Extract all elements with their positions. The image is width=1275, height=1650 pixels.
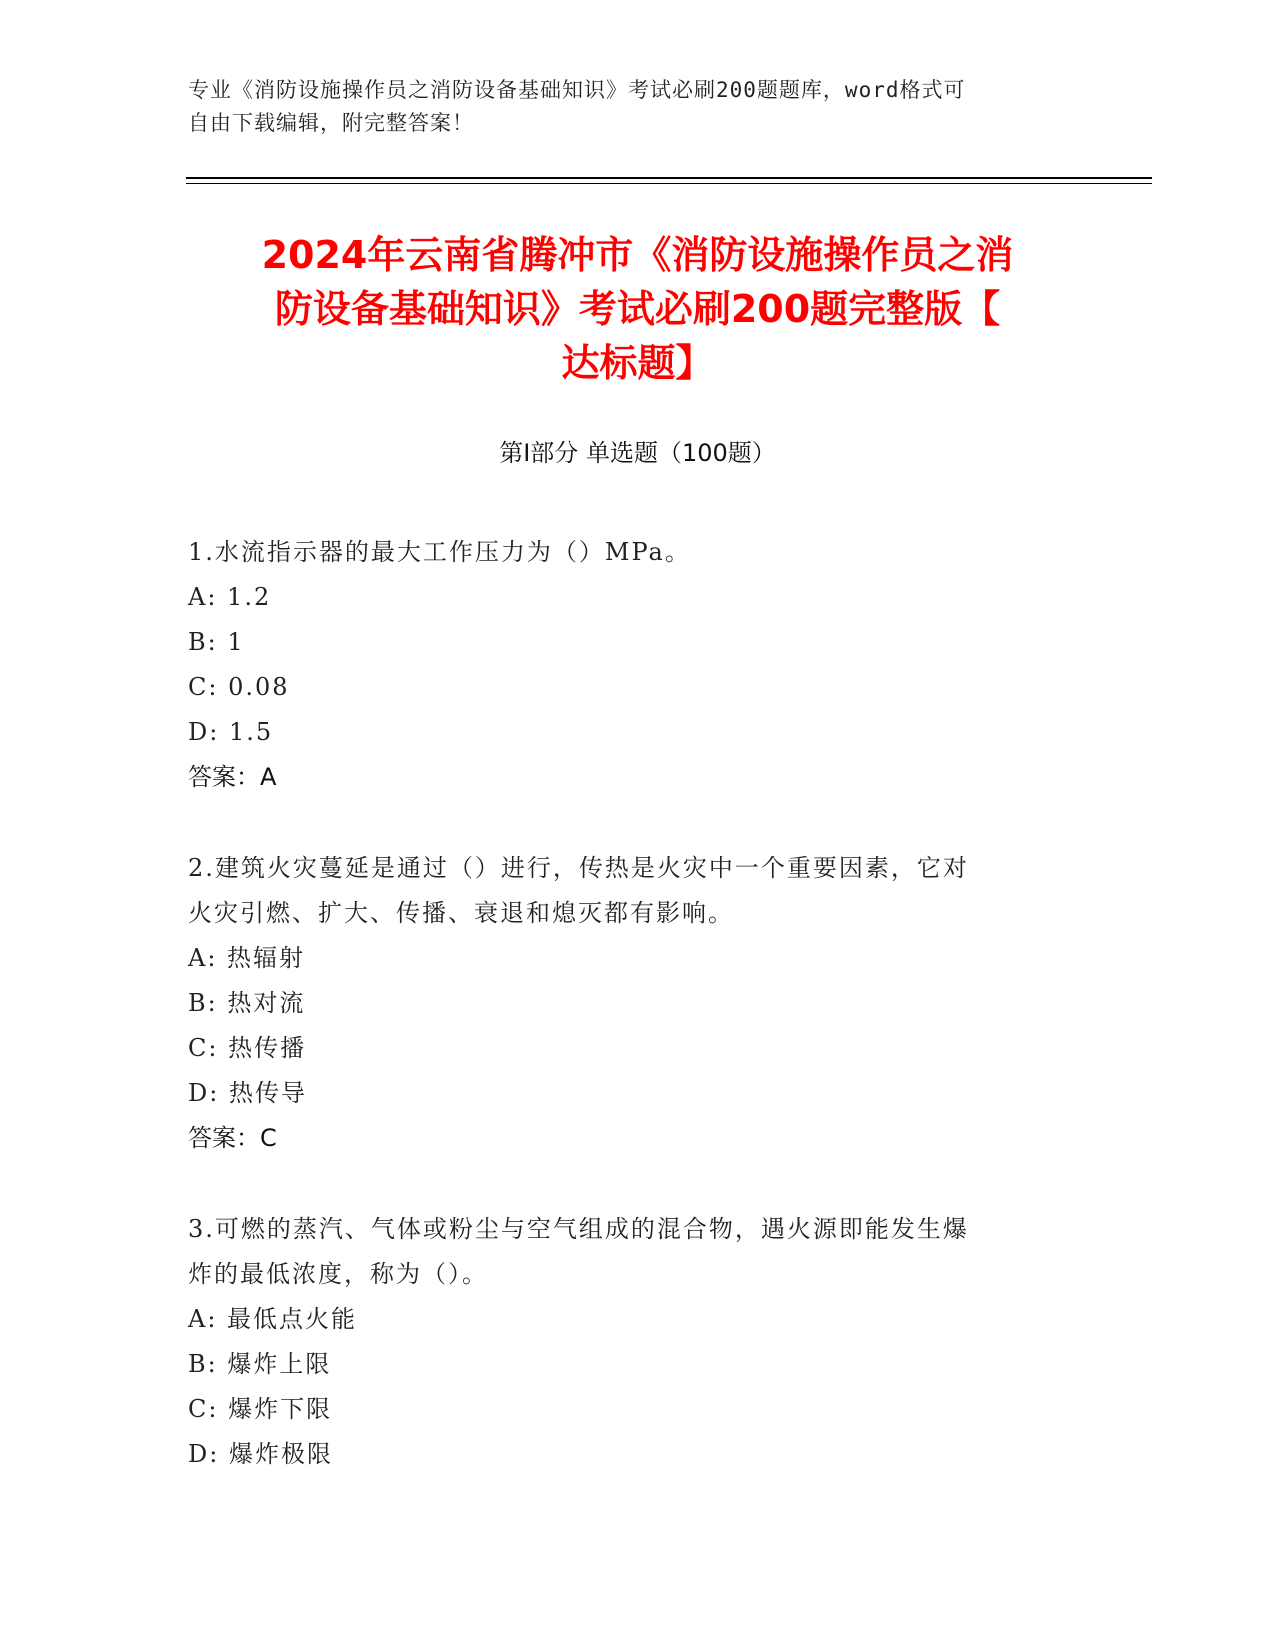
option-c: C: 爆炸下限 (188, 1395, 333, 1423)
document-title-line-1: 2024年云南省腾冲市《消防设施操作员之消 (261, 233, 1014, 277)
header-note-line-2: 自由下载编辑，附完整答案！ (188, 111, 474, 135)
header-divider-thin (186, 183, 1152, 184)
section-title: 第Ⅰ部分 单选题（100题） (499, 439, 776, 467)
option-a: A: 最低点火能 (188, 1305, 358, 1333)
document-title-line-3: 达标题】 (561, 341, 714, 385)
question-1 (188, 530, 1068, 800)
option-d: D: 1.5 (188, 718, 274, 746)
question-text-continued: 火灾引燃、扩大、传播、衰退和熄灭都有影响。 (188, 899, 734, 927)
option-a: A: 1.2 (188, 583, 272, 611)
question-3 (188, 1207, 1068, 1477)
header-note (188, 74, 1068, 140)
option-a: A: 热辐射 (188, 944, 306, 972)
option-c: C: 0.08 (188, 673, 290, 701)
question-text: 2.建筑火灾蔓延是通过（）进行，传热是火灾中一个重要因素，它对 (188, 854, 969, 882)
question-list (188, 530, 1068, 1523)
option-b: B: 1 (188, 628, 245, 656)
header-note-line-1: 专业《消防设施操作员之消防设备基础知识》考试必刷200题题库，word格式可 (188, 78, 966, 102)
question-2 (188, 846, 1068, 1161)
document-title-line-2: 防设备基础知识》考试必刷200题完整版【 (274, 287, 1001, 331)
header-divider-thick (186, 177, 1152, 179)
option-b: B: 爆炸上限 (188, 1350, 332, 1378)
option-b: B: 热对流 (188, 989, 306, 1017)
option-c: C: 热传播 (188, 1034, 307, 1062)
document-title (150, 228, 1125, 390)
question-text: 1.水流指示器的最大工作压力为（）MPa。 (188, 538, 691, 566)
option-d: D: 热传导 (188, 1079, 307, 1107)
option-d: D: 爆炸极限 (188, 1440, 333, 1468)
question-text-continued: 炸的最低浓度，称为（）。 (188, 1260, 488, 1288)
answer: 答案：A (188, 763, 277, 791)
question-text: 3.可燃的蒸汽、气体或粉尘与空气组成的混合物，遇火源即能发生爆 (188, 1215, 969, 1243)
answer: 答案：C (188, 1124, 277, 1152)
